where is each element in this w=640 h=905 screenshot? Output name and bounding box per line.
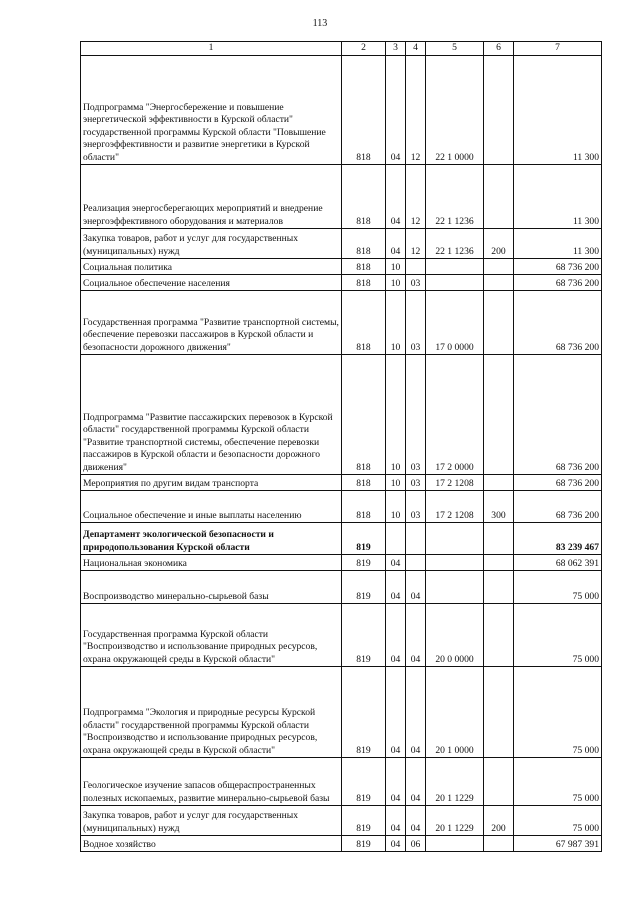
cell-grbs: 818 [342,291,386,355]
cell-rz: 04 [386,758,406,806]
table-row [81,836,602,852]
cell-name: Социальное обеспечение населения [81,275,342,291]
cell-name: Социальная политика [81,259,342,275]
cell-grbs: 818 [342,229,386,259]
table-row [81,555,602,571]
cell-grbs: 819 [342,604,386,667]
cell-rz: 04 [386,806,406,836]
cell-pr: 12 [406,56,426,165]
cell-grbs: 819 [342,667,386,758]
cell-grbs: 819 [342,555,386,571]
cell-pr: 03 [406,275,426,291]
cell-name: Социальное обеспечение и иные выплаты населению [81,491,342,523]
cell-vr [484,523,514,555]
header-cell: 2 [342,42,386,56]
cell-name: Реализация энергосберегающих мероприятий и внедрение энергоэффективного оборудования и материалов [81,165,342,229]
cell-name: Закупка товаров, работ и услуг для государственных (муниципальных) нужд [81,806,342,836]
cell-sum: 68 736 200 [514,355,602,475]
table-row [81,229,602,259]
cell-vr [484,259,514,275]
table-row [81,491,602,523]
cell-vr [484,275,514,291]
cell-name: Водное хозяйство [81,836,342,852]
budget-table [80,41,602,852]
cell-pr [406,259,426,275]
cell-vr: 200 [484,806,514,836]
cell-rz: 04 [386,571,406,604]
cell-grbs: 819 [342,523,386,555]
header-cell: 1 [81,42,342,56]
cell-pr [406,523,426,555]
cell-sum: 68 736 200 [514,259,602,275]
cell-rz: 04 [386,165,406,229]
cell-sum: 68 062 391 [514,555,602,571]
cell-grbs: 818 [342,165,386,229]
cell-csr: 17 0 0000 [426,291,484,355]
cell-rz [386,523,406,555]
cell-rz: 04 [386,229,406,259]
cell-rz: 10 [386,491,406,523]
cell-name: Подпрограмма "Экология и природные ресурсы Курской области" государственной программы Курской области "Воспроизводство и использование природных ресурсов, охрана окружающей среды в Курской области" [81,667,342,758]
page-number: 113 [312,18,328,29]
cell-rz: 04 [386,555,406,571]
cell-csr [426,571,484,604]
header-cell: 6 [484,42,514,56]
cell-rz: 10 [386,475,406,491]
cell-csr: 20 0 0000 [426,604,484,667]
cell-pr: 12 [406,229,426,259]
cell-name: Государственная программа "Развитие транспортной системы, обеспечение перевозки пассажиров в Курской области и безопасности дорожного движения" [81,291,342,355]
cell-vr [484,555,514,571]
cell-sum: 68 736 200 [514,275,602,291]
cell-rz: 04 [386,604,406,667]
cell-vr [484,355,514,475]
table-row [81,259,602,275]
cell-vr [484,475,514,491]
cell-csr: 17 2 0000 [426,355,484,475]
cell-csr: 22 1 0000 [426,56,484,165]
cell-grbs: 819 [342,806,386,836]
cell-csr [426,523,484,555]
cell-sum: 11 300 [514,165,602,229]
cell-vr: 200 [484,229,514,259]
table-row [81,806,602,836]
table-row [81,604,602,667]
cell-rz: 04 [386,836,406,852]
table-row [81,758,602,806]
cell-name: Воспроизводство минерально-сырьевой базы [81,571,342,604]
cell-csr: 22 1 1236 [426,165,484,229]
cell-name: Государственная программа Курской области "Воспроизводство и использование природных ресурсов, охрана окружающей среды в Курской области" [81,604,342,667]
cell-sum: 68 736 200 [514,491,602,523]
cell-sum: 11 300 [514,229,602,259]
cell-sum: 75 000 [514,571,602,604]
cell-grbs: 818 [342,275,386,291]
header-row [81,42,602,56]
table-row [81,475,602,491]
cell-rz: 10 [386,291,406,355]
cell-csr [426,259,484,275]
cell-grbs: 819 [342,571,386,604]
cell-pr: 04 [406,571,426,604]
table-row [81,275,602,291]
table-row [81,571,602,604]
cell-vr [484,56,514,165]
cell-grbs: 819 [342,758,386,806]
cell-csr: 17 2 1208 [426,475,484,491]
table-row [81,291,602,355]
cell-pr: 12 [406,165,426,229]
cell-grbs: 818 [342,259,386,275]
cell-sum: 83 239 467 [514,523,602,555]
cell-csr [426,275,484,291]
cell-csr [426,836,484,852]
cell-pr: 04 [406,604,426,667]
cell-pr: 04 [406,758,426,806]
cell-name: Подпрограмма "Развитие пассажирских перевозок в Курской области" государственной программы Курской области "Развитие транспортной системы, обеспечение перевозки пассажиров в Курской области и безопасности дорожного движения" [81,355,342,475]
cell-vr [484,571,514,604]
cell-pr [406,555,426,571]
cell-rz: 10 [386,275,406,291]
cell-name: Геологическое изучение запасов общераспространенных полезных ископаемых, развитие минерально-сырьевой базы [81,758,342,806]
cell-csr [426,555,484,571]
cell-pr: 03 [406,291,426,355]
cell-vr [484,836,514,852]
cell-vr [484,667,514,758]
cell-sum: 68 736 200 [514,291,602,355]
cell-sum: 68 736 200 [514,475,602,491]
header-cell: 7 [514,42,602,56]
cell-sum: 75 000 [514,667,602,758]
cell-grbs: 818 [342,475,386,491]
cell-grbs: 818 [342,491,386,523]
cell-rz: 10 [386,355,406,475]
cell-vr [484,758,514,806]
cell-grbs: 818 [342,355,386,475]
cell-rz: 04 [386,56,406,165]
cell-csr: 20 1 0000 [426,667,484,758]
cell-sum: 75 000 [514,758,602,806]
cell-pr: 03 [406,355,426,475]
table-row [81,355,602,475]
cell-csr: 22 1 1236 [426,229,484,259]
cell-name: Мероприятия по другим видам транспорта [81,475,342,491]
table-row [81,523,602,555]
cell-rz: 04 [386,667,406,758]
table-row [81,165,602,229]
cell-vr [484,165,514,229]
cell-pr: 04 [406,806,426,836]
cell-vr: 300 [484,491,514,523]
cell-name: Подпрограмма "Энергосбережение и повышение энергетической эффективности в Курской области" государственной программы Курской области "Повышение энергоэффективности и развитие энергетики в Курской области" [81,56,342,165]
cell-sum: 11 300 [514,56,602,165]
cell-csr: 20 1 1229 [426,758,484,806]
cell-pr: 04 [406,667,426,758]
cell-sum: 75 000 [514,806,602,836]
cell-csr: 20 1 1229 [426,806,484,836]
header-cell: 3 [386,42,406,56]
cell-pr: 03 [406,475,426,491]
header-cell: 4 [406,42,426,56]
cell-csr: 17 2 1208 [426,491,484,523]
header-cell: 5 [426,42,484,56]
cell-pr: 06 [406,836,426,852]
table-row [81,667,602,758]
table-row [81,56,602,165]
cell-grbs: 818 [342,56,386,165]
cell-vr [484,604,514,667]
cell-rz: 10 [386,259,406,275]
cell-sum: 75 000 [514,604,602,667]
cell-sum: 67 987 391 [514,836,602,852]
cell-pr: 03 [406,491,426,523]
cell-name: Закупка товаров, работ и услуг для государственных (муниципальных) нужд [81,229,342,259]
cell-name: Национальная экономика [81,555,342,571]
cell-vr [484,291,514,355]
cell-name: Департамент экологической безопасности и природопользования Курской области [81,523,342,555]
cell-grbs: 819 [342,836,386,852]
